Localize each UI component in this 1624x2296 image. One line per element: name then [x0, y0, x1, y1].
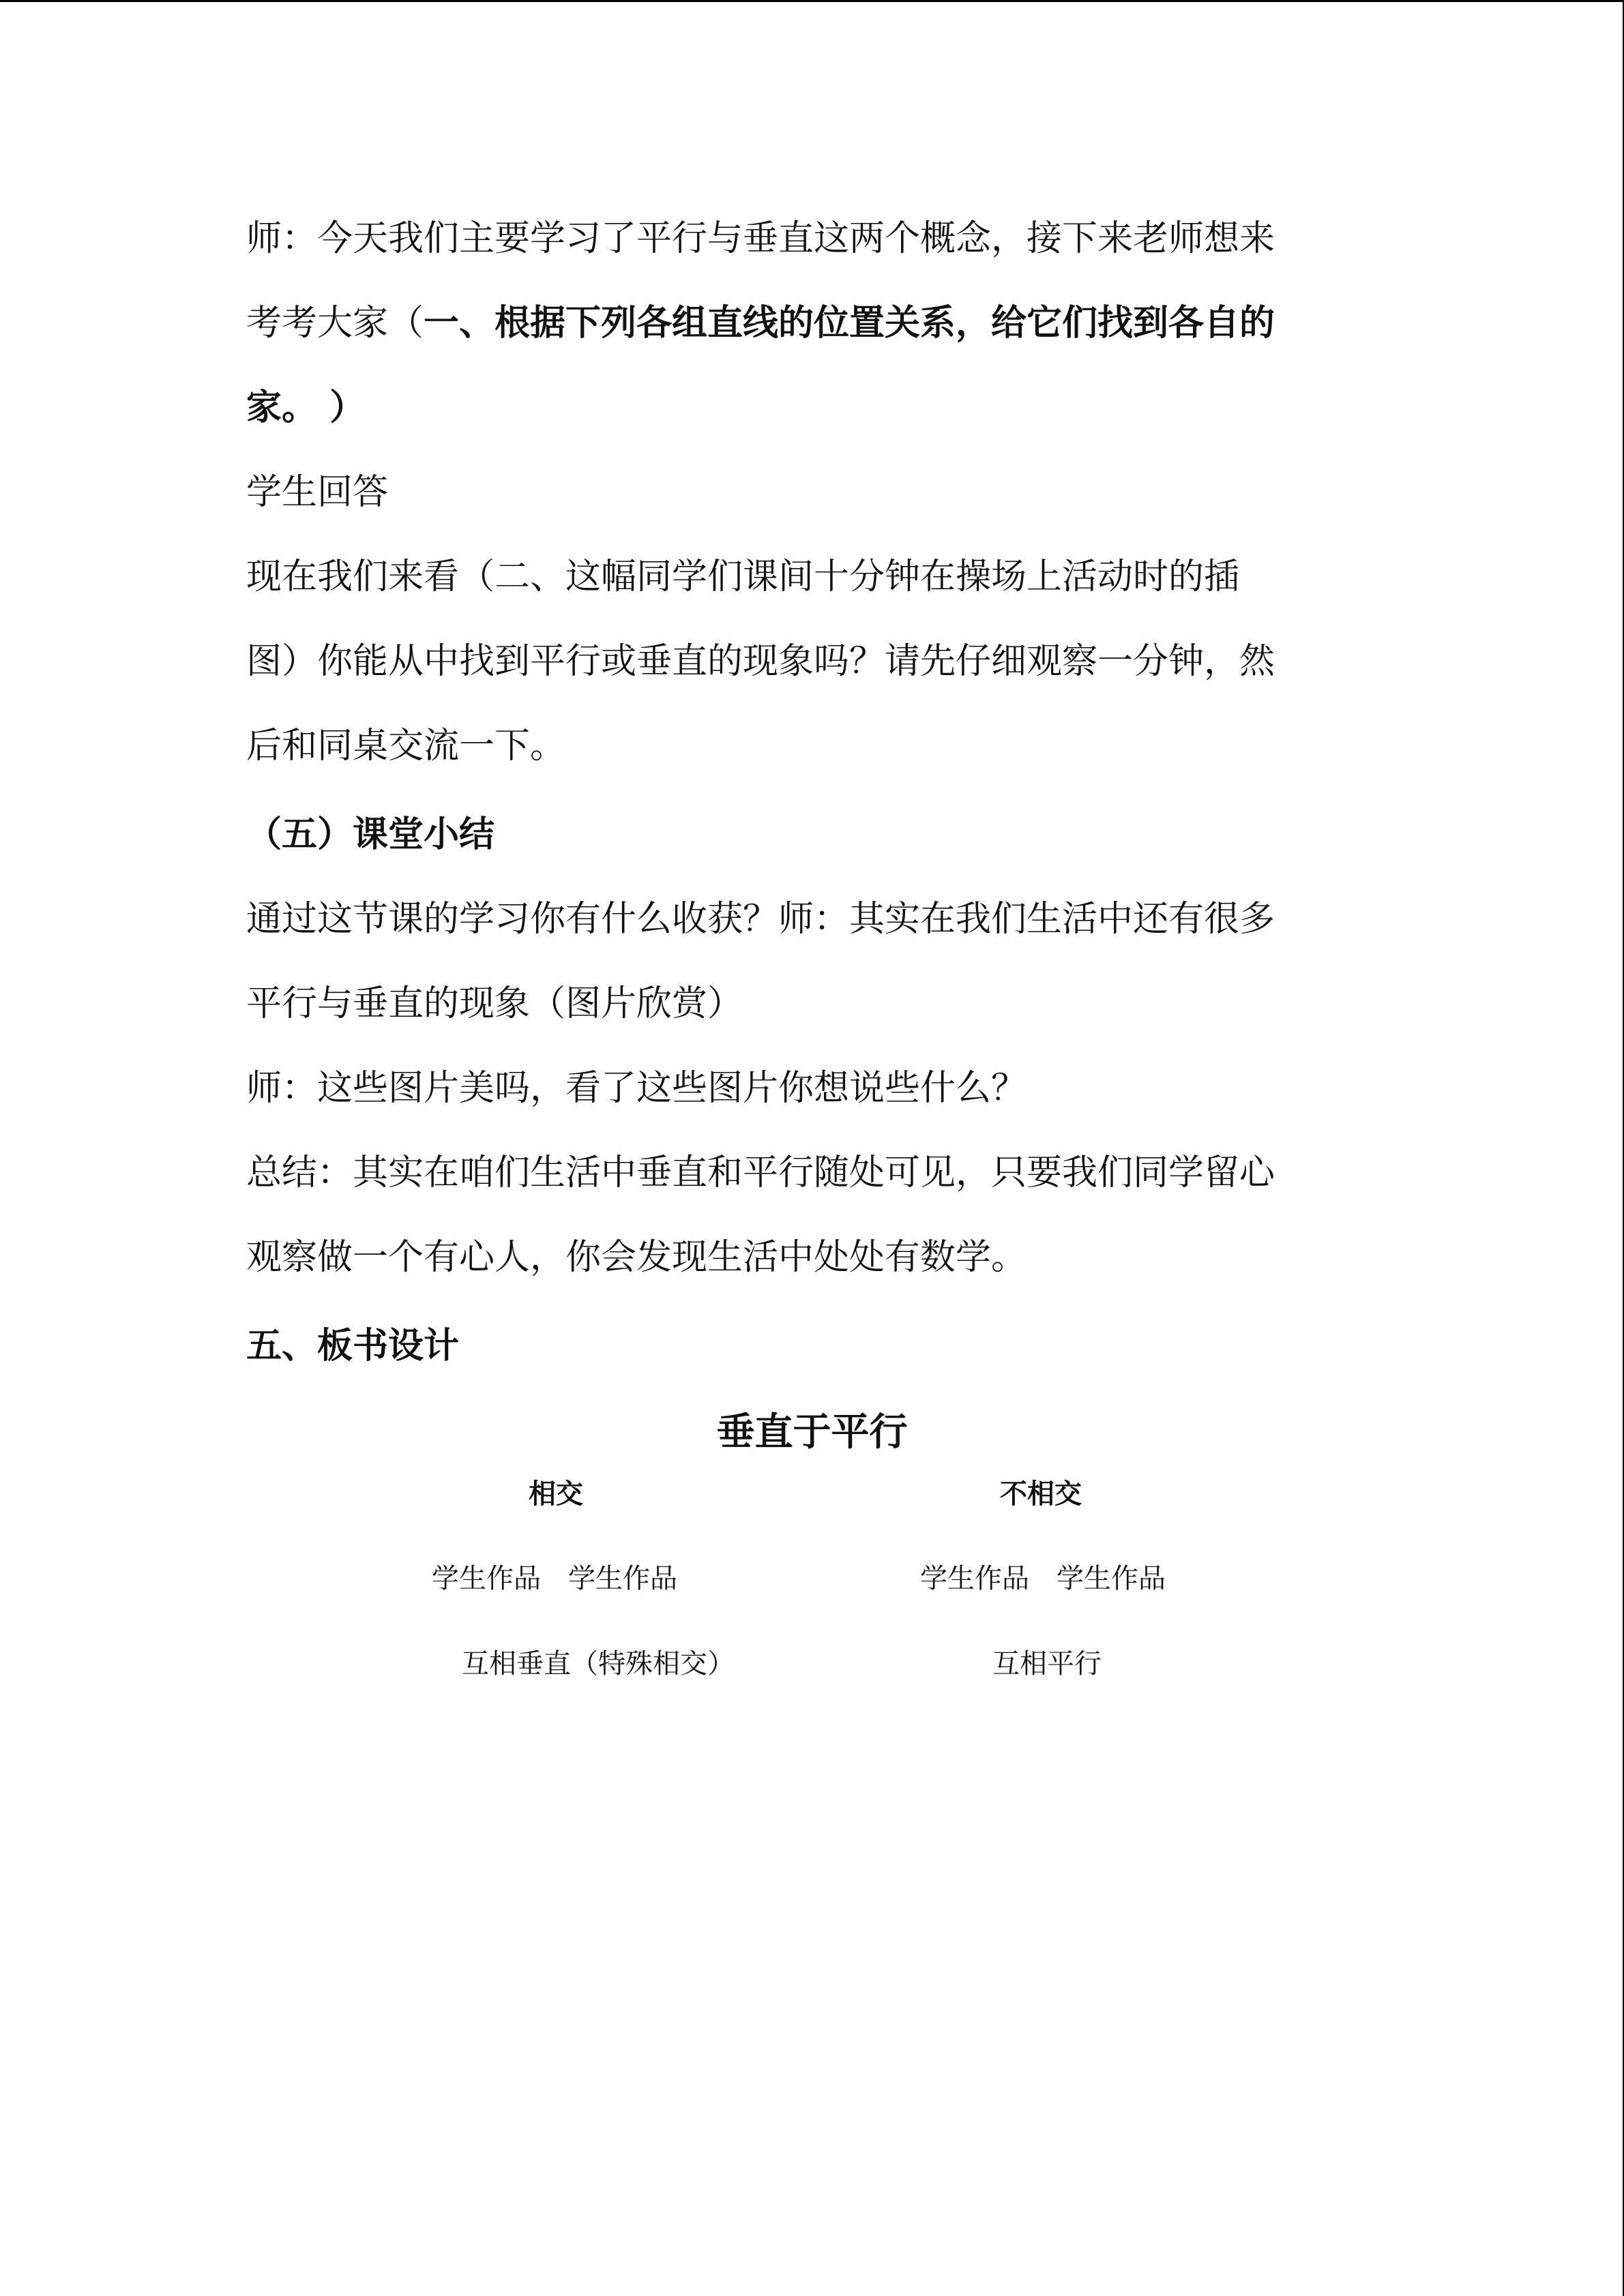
- paragraph-line-7: 后和同桌交流一下。: [246, 726, 566, 766]
- paragraph-line-6: 图）你能从中找到平行或垂直的现象吗？请先仔细观察一分钟，然: [246, 641, 1275, 682]
- paragraph-line-10: 平行与垂直的现象（图片欣赏）: [246, 983, 743, 1024]
- board-left-conclusion: 互相垂直（特殊相交）: [462, 1648, 735, 1680]
- paragraph-line-2: [246, 301, 1365, 345]
- paragraph-line-11: 师：这些图片美吗，看了这些图片你想说些什么？: [246, 1068, 1027, 1109]
- section-heading-board-design: 五、板书设计: [246, 1325, 460, 1367]
- board-right-heading: 不相交: [1000, 1478, 1082, 1510]
- board-right-works: 学生作品 学生作品: [920, 1563, 1166, 1594]
- board-title: 垂直于平行: [716, 1410, 908, 1455]
- paragraph-line-4: 学生回答: [246, 472, 389, 513]
- paragraph-line-2-bold: 一、根据下列各组直线的位置关系，给它们找到各自的: [424, 302, 1275, 344]
- board-right-conclusion: 互相平行: [992, 1648, 1102, 1680]
- page-top-border: [0, 0, 1624, 2]
- board-left-works: 学生作品 学生作品: [432, 1563, 677, 1594]
- paragraph-line-5: 现在我们来看（二、这幅同学们课间十分钟在操场上活动时的插: [246, 556, 1240, 597]
- board-left-heading: 相交: [529, 1478, 583, 1510]
- paragraph-line-3: 家。 ）: [246, 387, 366, 428]
- paragraph-line-13: 观察做一个有心人，你会发现生活中处处有数学。: [246, 1237, 1027, 1278]
- paragraph-line-2-normal: 考考大家（: [246, 303, 424, 344]
- paragraph-line-12: 总结：其实在咱们生活中垂直和平行随处可见，只要我们同学留心: [246, 1152, 1275, 1193]
- paragraph-line-9: 通过这节课的学习你有什么收获？师：其实在我们生活中还有很多: [246, 899, 1275, 940]
- paragraph-line-1: 师：今天我们主要学习了平行与垂直这两个概念，接下来老师想来: [246, 218, 1275, 259]
- section-heading-summary: （五）课堂小结: [246, 814, 495, 855]
